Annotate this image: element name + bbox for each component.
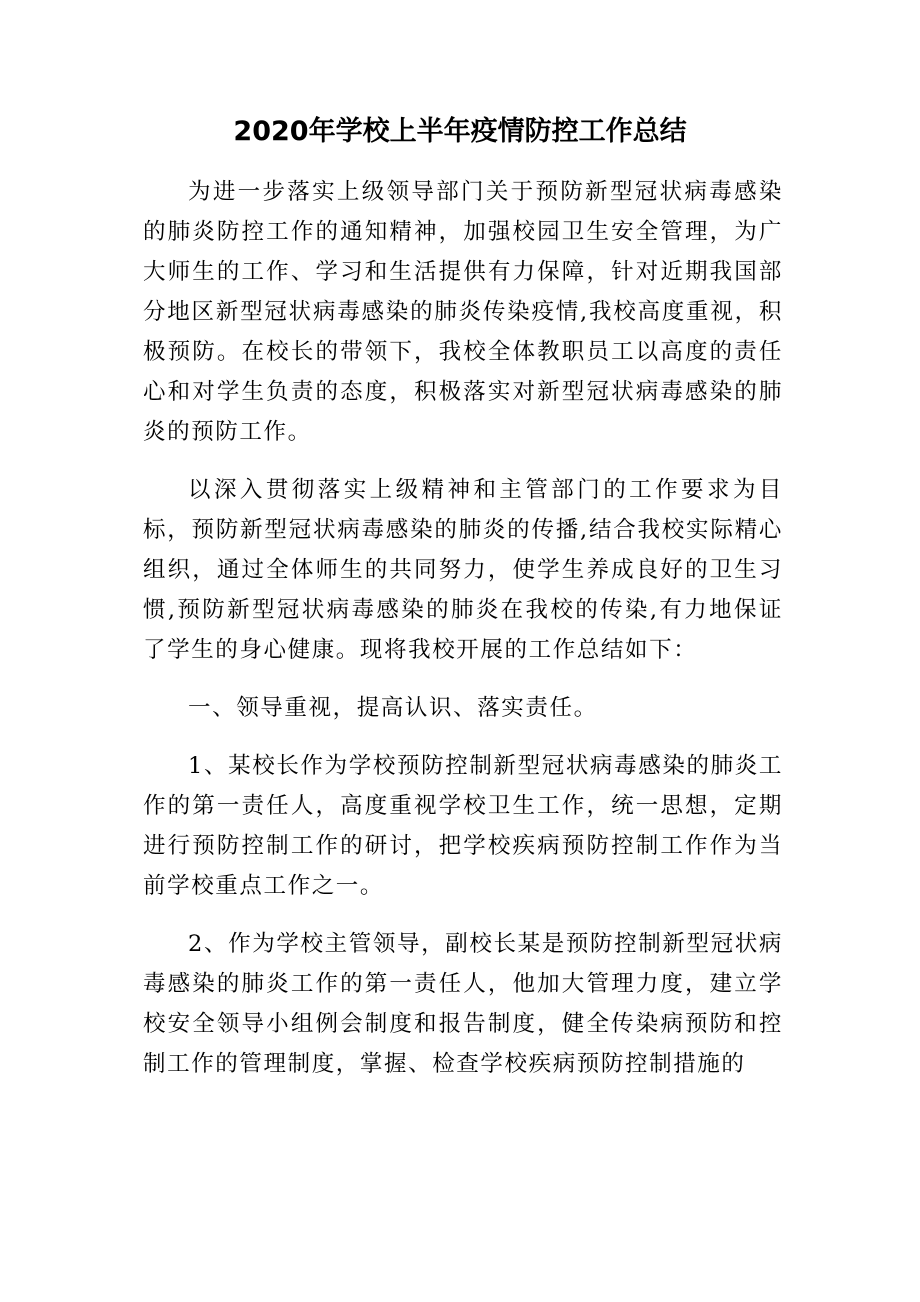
paragraph-goal: 以深入贯彻落实上级精神和主管部门的工作要求为目标，预防新型冠状病毒感染的肺炎的传播,结合我校实际精心组织，通过全体师生的共同努力，使学生养成良好的卫生习惯,预防新型冠状病毒感染的肺炎在我校的传染,有力地保证了学生的身心健康。现将我校开展的工作总结如下： bbox=[143, 477, 783, 663]
paragraph-item-2: 2、作为学校主管领导，副校长某是预防控制新型冠状病毒感染的肺炎工作的第一责任人，他加大管理力度，建立学校安全领导小组例会制度和报告制度，健全传染病预防和控制工作的管理制度，掌握、检查学校疾病预防控制措施的 bbox=[143, 931, 783, 1077]
document-body bbox=[143, 172, 783, 1102]
paragraph-intro: 为进一步落实上级领导部门关于预防新型冠状病毒感染的肺炎防控工作的通知精神，加强校园卫生安全管理，为广大师生的工作、学习和生活提供有力保障，针对近期我国部分地区新型冠状病毒感染的肺炎传染疫情,我校高度重视，积极预防。在校长的带领下，我校全体教职员工以高度的责任心和对学生负责的态度，积极落实对新型冠状病毒感染的肺炎的预防工作。 bbox=[143, 179, 783, 445]
paragraph-item-1: 1、某校长作为学校预防控制新型冠状病毒感染的肺炎工作的第一责任人，高度重视学校卫生工作，统一思想，定期进行预防控制工作的研讨，把学校疾病预防控制工作作为当前学校重点工作之一。 bbox=[143, 753, 783, 899]
section-heading-1: 一、领导重视，提高认识、落实责任。 bbox=[188, 695, 598, 721]
document-title: 2020年学校上半年疫情防控工作总结 bbox=[233, 116, 687, 147]
